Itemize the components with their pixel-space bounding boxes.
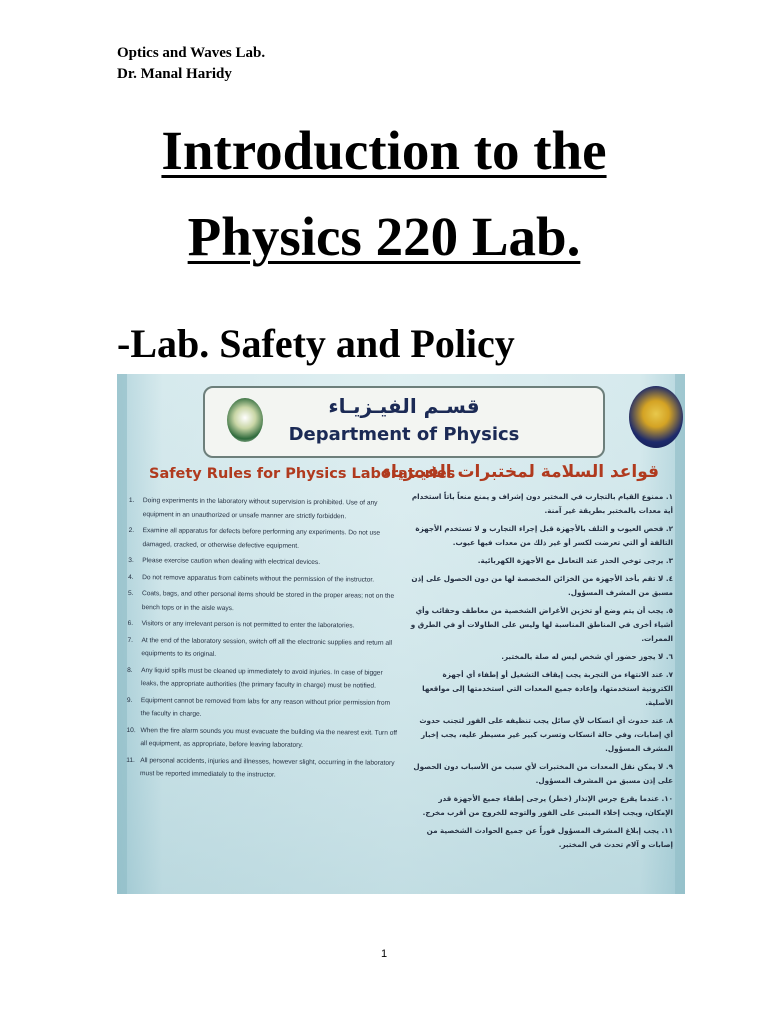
rule-item-english: 7. At the end of the laboratory session, switch off all the electronic supplies and return all equipments to its original.	[127, 636, 393, 658]
rule-item-arabic: ٦. لا يجوز حضور أي شخص ليس له صلة بالمختبر.	[501, 652, 673, 661]
rules-list-arabic	[409, 490, 673, 856]
rule-item-arabic: ٧. عند الانتهاء من التجربة يجب إيقاف التشغيل أو إطفاء أي أجهزة الكترونية استخدمتها، وإعادة جميع المعدات التي استخدمتها إلى مواقعها الأصلية.	[422, 670, 673, 707]
department-name-arabic: قسـم الفيـزيـاء	[328, 394, 480, 418]
rule-item-english: 6. Visitors or any irrelevant person is not permitted to enter the laboratories.	[127, 619, 355, 630]
department-name-english: Department of Physics	[288, 424, 520, 445]
title-line-2: Physics 220 Lab.	[187, 206, 581, 267]
rule-item-arabic: ١١. يجب إبلاغ المشرف المسؤول فوراً عن جميع الحوادث الشخصية من إصابات و آلام تحدث في المختبر.	[426, 826, 673, 849]
rule-item-english: 3. Please exercise caution when dealing with electrical devices.	[128, 556, 321, 567]
rules-list-english	[126, 494, 401, 786]
rule-item-arabic: ٩. لا يمكن نقل المعدات من المختبرات لأي سبب من الأسباب دون الحصول على إذن مسبق من المشرف المسؤول.	[413, 762, 673, 785]
rule-item-english: 8. Any liquid spills must be cleaned up immediately to avoid injuries. In case of bigger leaks, the appropriate authorities (the primary faculty in charge) must be notified.	[127, 666, 383, 690]
rule-item-english: 4. Do not remove apparatus from cabinets without the permission of the instructor.	[128, 573, 375, 584]
rule-item-arabic: ٤. لا تقم بأخذ الأجهزة من الخزائن المخصصة لها من دون الحصول على إذن مسبق من المشرف المسؤول.	[411, 574, 673, 597]
rule-item-english: 1. Doing experiments in the laboratory without supervision is prohibited. Use of any equipment in an unauthorized or unsafe manner are strictly forbidden.	[128, 496, 378, 520]
instructor-name: Dr. Manal Haridy	[117, 66, 232, 82]
rule-item-english: 5. Coats, bags, and other personal items should be stored in the proper areas; not on the bench tops or in the aisle ways.	[127, 589, 395, 612]
faculty-seal-icon	[629, 386, 683, 448]
document-title	[0, 108, 768, 280]
rule-item-arabic: ٨. عند حدوث أي انسكاب لأي سائل يجب تنظيفه على الفور لتجنب حدوث أي إصابات، وفي حالة انسكاب وتسرب كبير غير مسيطر عليه، يجب إخبار المشرف المسؤول.	[419, 716, 673, 753]
rule-item-english: 2. Examine all apparatus for defects before performing any experiments. Do not use damaged, cracked, or otherwise defective equipment.	[128, 526, 381, 550]
rules-title-arabic: قواعد السلامة لمختبرات الفيـزياء	[382, 462, 659, 482]
title-line-1: Introduction to the	[161, 120, 607, 181]
rule-item-arabic: ١. ممنوع القيام بالتجارب في المختبر دون إشراف و يمنع منعاً باتاً استخدام أية معدات بالمختبر بطريقة غير آمنة.	[411, 492, 673, 515]
department-banner	[203, 386, 605, 458]
rule-item-arabic: ٣. يرجى توخي الحذر عند التعامل مع الأجهزة الكهربائية.	[477, 556, 673, 565]
rule-item-arabic: ١٠. عندما يقرع جرس الإنذار (خطر) يرجى إطفاء جميع الأجهزة قدر الإمكان، ويجب إخلاء المبنى على الفور والتوجه للخروج من أقرب مخرج.	[422, 794, 673, 817]
course-name: Optics and Waves Lab.	[117, 45, 266, 61]
rules-title-english: Safety Rules for Physics Laboratories	[149, 466, 456, 482]
rule-item-english: 10. When the fire alarm sounds you must evacuate the building via the nearest exit. Turn off all equipment, as appropriate, before leaving laboratory.	[126, 726, 398, 749]
rule-item-arabic: ٥. يجب أن يتم وضع أو تخزين الأغراض الشخصية من معاطف وحقائب وأي أشياء أخرى في المناطق المناسبة لها وليس على الطاولات أو في الطرق و الممرات.	[410, 606, 673, 643]
page-number: 1	[380, 948, 388, 960]
rule-item-arabic: ٢. فحص العيوب و التلف بالأجهزة قبل إجراء التجارب و لا تستخدم الأجهزة التالفة أو التي تعرضت لكسر أو غير ذلك من معدات فيها عيوب.	[415, 524, 673, 547]
section-heading: -Lab. Safety and Policy	[117, 321, 515, 366]
rule-item-english: 11. All personal accidents, injuries and illnesses, however slight, occurring in the laboratory must be reported immediately to the instructor.	[126, 756, 395, 779]
rule-item-english: 9. Equipment cannot be removed from labs for any reason without prior permission from the faculty in charge.	[126, 696, 391, 718]
document-header	[117, 43, 265, 85]
safety-poster-photo	[117, 374, 685, 894]
